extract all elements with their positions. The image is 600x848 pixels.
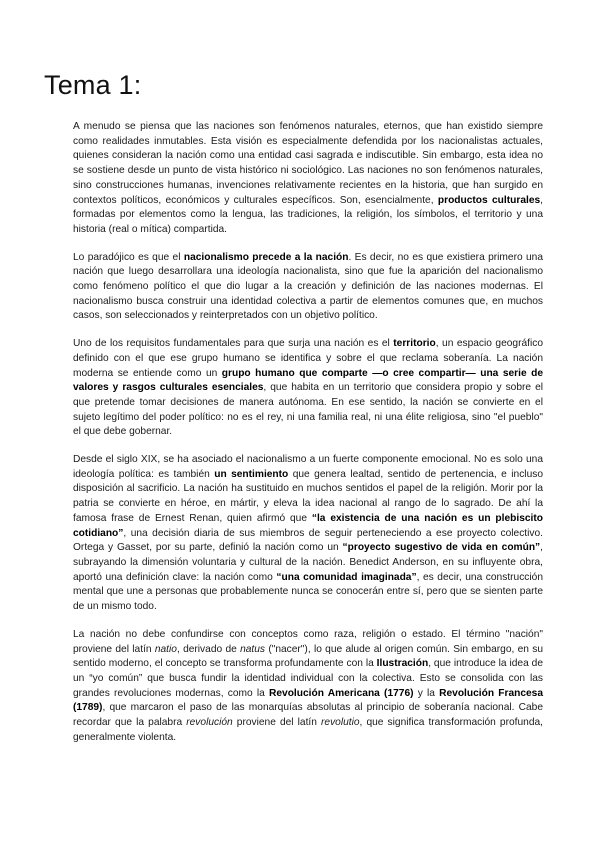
bold-text: “la existencia de una nación es un plebiscito cotidiano” — [73, 512, 543, 539]
text-run: , derivado de — [176, 643, 241, 655]
text-run: , un espacio geográfico definido con el que ese grupo humano se identifica y sobre el que reclama soberanía. La nación moderna se entiende como un — [73, 338, 543, 379]
text-run: , que marcaron el paso de las monarquías absolutas al principio de soberanía nacional. Cabe recordar que la palabra — [73, 702, 543, 729]
document-body — [73, 120, 543, 758]
text-run: , que introduce la idea de un “yo común” que busca fundir la identidad individual con la colectiva. Esto se consolida con las grandes revoluciones modernas, como la — [73, 658, 543, 699]
paragraph — [73, 251, 543, 325]
paragraph — [73, 337, 543, 440]
bold-text: Revolución Americana (1776) — [269, 687, 414, 699]
text-run: A menudo se piensa que las naciones son fenómenos naturales, eternos, que han existido siempre como realidades inmutables. Esta visión es especialmente defendida por los nacionalistas actuales, quienes consideran la nación como una entidad casi sagrada e indiscutible. Sin embargo, esta idea no se sostiene desde un punto de vista histórico ni sociológico. Las naciones no son fenómenos naturales, sino construcciones humanas, invenciones relativamente recientes en la historia, que han surgido en contextos políticos, económicos y culturales específicos. Son, esencialmente, — [73, 121, 543, 206]
text-run: proviene del latín — [232, 717, 322, 729]
text-run: , una decisión diaria de sus miembros de seguir perteneciendo a ese proyecto colectivo. Ortega y Gasset, por su parte, definió la nación como un — [73, 527, 543, 554]
bold-text: territorio — [393, 338, 436, 350]
text-run: ("nacer"), lo que alude al origen común. Sin embargo, en su sentido moderno, el concepto se transforma profundamente con la — [73, 643, 544, 670]
text-run: , subrayando la dimensión voluntaria y cultural de la nación. Benedict Anderson, en su influyente obra, aportó una definición clave: la nación como — [73, 542, 543, 583]
bold-text: nacionalismo precede a la nación — [183, 251, 349, 263]
text-run: , que significa transformación profunda, generalmente violenta. — [73, 717, 543, 743]
paragraph — [73, 120, 543, 238]
bold-text: “una comunidad imaginada” — [276, 571, 417, 583]
text-run: , es decir, una construcción mental que une a personas que probablemente nunca se conocerán entre sí, pero que se sienten parte de un mismo todo. — [73, 571, 543, 613]
bold-text: “proyecto sugestivo de vida en común” — [342, 542, 541, 554]
paragraph — [73, 628, 543, 746]
bold-text: Ilustración — [376, 658, 429, 670]
text-run: , formadas por elementos como la lengua, las tradiciones, la religión, los símbolos, el territorio y una historia (real o mítica) compartida. — [73, 194, 543, 235]
italic-text: revolución — [186, 717, 233, 729]
italic-text: revolutio — [321, 717, 360, 729]
text-run: y la — [413, 687, 440, 699]
bold-text: productos culturales — [437, 194, 541, 206]
paragraph — [73, 453, 543, 615]
text-run: que genera lealtad, sentido de pertenencia, e incluso disposición al sacrificio. La nación ha sustituido en muchos sentidos el papel de la religión. Morir por la patria se convierte en héroe, en mártir, y eleva la idea nacional al rango de lo sagrado. De ahí la famosa frase de Ernest Renan, quien afirmó que — [73, 468, 543, 524]
bold-text: un sentimiento — [214, 468, 289, 480]
text-run: Lo paradójico es que el — [73, 251, 184, 263]
bold-text: Revolución Francesa (1789) — [73, 687, 543, 714]
text-run: , que habita en un territorio que considera propio y sobre el que pretende tomar decisiones de manera autónoma. En ese sentido, la nación se convierte en el sujeto legítimo del poder político: no es el rey, ni una familia real, ni una élite religiosa, sino "el pueblo" el que debe gobernar. — [73, 382, 543, 438]
page-title: Tema 1: — [44, 70, 142, 100]
bold-text: grupo humano que comparte —o cree compartir— una serie de valores y rasgos culturales esenciales — [73, 367, 544, 394]
italic-text: natus — [240, 643, 266, 655]
text-run: La nación no debe confundirse con conceptos como raza, religión o estado. El término "nación" proviene del latín — [73, 628, 543, 655]
italic-text: natio — [154, 643, 177, 655]
text-run: Uno de los requisitos fundamentales para que surja una nación es el — [73, 338, 394, 350]
text-run: Desde el siglo XIX, se ha asociado el nacionalismo a un fuerte componente emocional. No es solo una ideología política: es también — [73, 454, 543, 480]
text-run: . Es decir, no es que existiera primero una nación que luego desarrollara una ideología nacionalista, sino que fue la aparición del nacionalismo como fenómeno político el que dio lugar a la creación y definición de las naciones modernas. El nacionalismo busca construir una identidad colectiva a partir de elementos comunes que, en muchos casos, son seleccionados y reinterpretados con un objetivo político. — [73, 251, 543, 322]
